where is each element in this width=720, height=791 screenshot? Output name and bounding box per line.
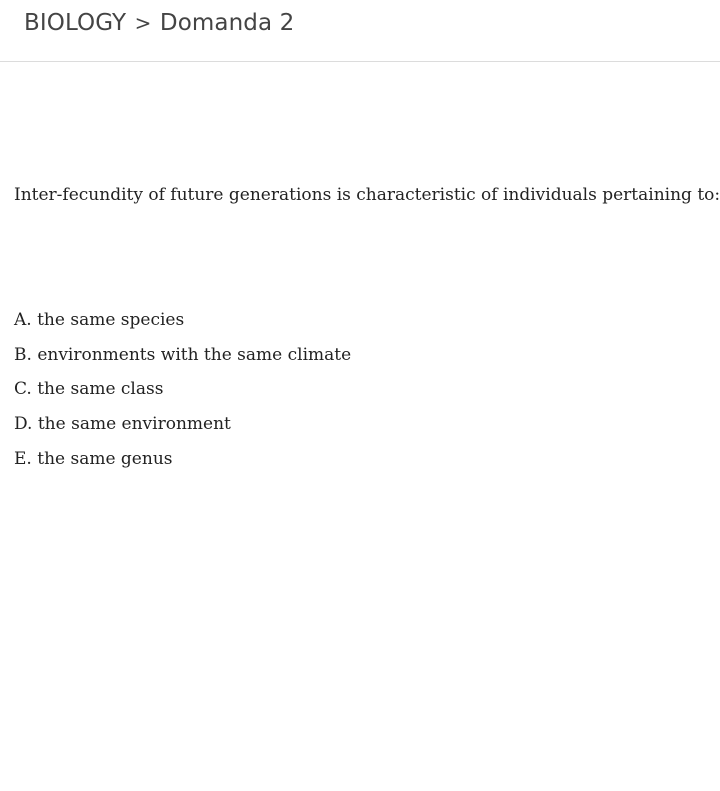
breadcrumb bbox=[24, 10, 294, 36]
option-letter: C. bbox=[14, 379, 32, 400]
breadcrumb-question-label: Domanda 2 bbox=[159, 10, 295, 36]
option-text: the same class bbox=[37, 379, 164, 400]
option-c[interactable] bbox=[14, 378, 351, 413]
question-text: Inter-fecundity of future generations is characteristic of individuals pertaining to: bbox=[14, 185, 720, 205]
option-text: the same environment bbox=[37, 414, 231, 435]
option-text: environments with the same climate bbox=[37, 344, 352, 365]
option-letter: E. bbox=[14, 448, 32, 469]
option-d[interactable] bbox=[14, 413, 351, 448]
breadcrumb-category[interactable]: BIOLOGY bbox=[24, 10, 127, 36]
option-letter: B. bbox=[14, 344, 32, 365]
option-a[interactable] bbox=[14, 309, 351, 344]
breadcrumb-separator: > bbox=[134, 11, 152, 35]
option-text: the same genus bbox=[37, 448, 173, 469]
option-text: the same species bbox=[37, 310, 185, 330]
option-letter: D. bbox=[14, 414, 33, 435]
option-b[interactable] bbox=[14, 344, 351, 379]
option-letter: A. bbox=[14, 310, 32, 330]
option-e[interactable] bbox=[14, 448, 351, 483]
page-header bbox=[0, 0, 720, 62]
answer-options bbox=[14, 309, 351, 482]
